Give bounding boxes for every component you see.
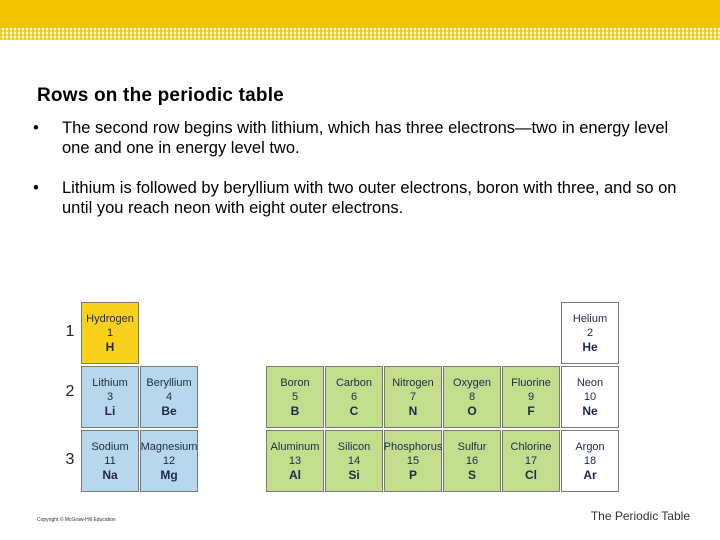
element-name: Phosphorus <box>383 441 443 453</box>
header-bar <box>0 0 720 28</box>
element-name: Silicon <box>337 441 371 453</box>
header-stripe <box>0 28 720 40</box>
element-symbol: C <box>349 404 359 418</box>
element-cell-aluminum <box>266 430 324 492</box>
bullet-text: The second row begins with lithium, which has three electrons—two in energy level one and one in energy level two. <box>62 119 669 157</box>
element-symbol: S <box>467 468 476 482</box>
element-cell-silicon <box>325 430 383 492</box>
element-symbol: Be <box>161 404 177 418</box>
element-symbol: Na <box>102 468 118 482</box>
element-symbol: Mg <box>160 468 178 482</box>
element-name: Magnesium <box>140 441 198 453</box>
element-name: Argon <box>575 441 605 453</box>
bullet-item <box>33 178 693 218</box>
element-cell-nitrogen <box>384 366 442 428</box>
element-number: 16 <box>465 455 479 467</box>
element-symbol: Ne <box>582 404 598 418</box>
element-name: Oxygen <box>453 377 491 389</box>
element-cell-hydrogen <box>81 302 139 364</box>
periodic-table-excerpt <box>63 300 623 500</box>
element-name: Carbon <box>335 377 373 389</box>
bullet-list <box>33 118 693 238</box>
element-number: 18 <box>583 455 597 467</box>
element-name: Neon <box>576 377 604 389</box>
element-symbol: P <box>408 468 417 482</box>
element-cell-sulfur <box>443 430 501 492</box>
row-number: 2 <box>65 383 75 400</box>
element-number: 3 <box>106 391 114 403</box>
element-number: 15 <box>406 455 420 467</box>
bullet-item <box>33 118 693 158</box>
element-number: 8 <box>468 391 476 403</box>
element-cell-helium <box>561 302 619 364</box>
element-number: 4 <box>165 391 173 403</box>
bullet-text: Lithium is followed by beryllium with two outer electrons, boron with three, and so on until you reach neon with eight outer electrons. <box>62 179 677 217</box>
element-number: 2 <box>586 327 594 339</box>
element-cell-sodium <box>81 430 139 492</box>
element-number: 14 <box>347 455 361 467</box>
element-cell-lithium <box>81 366 139 428</box>
element-name: Sodium <box>91 441 129 453</box>
element-number: 5 <box>291 391 299 403</box>
element-number: 7 <box>409 391 417 403</box>
element-name: Lithium <box>92 377 128 389</box>
element-name: Boron <box>280 377 310 389</box>
element-symbol: B <box>290 404 300 418</box>
element-symbol: Al <box>289 468 301 482</box>
element-number: 11 <box>104 455 116 467</box>
element-number: 13 <box>288 455 302 467</box>
element-cell-fluorine <box>502 366 560 428</box>
element-symbol: O <box>467 404 477 418</box>
bullet-marker: • <box>33 119 39 137</box>
element-symbol: He <box>582 340 598 354</box>
element-name: Chlorine <box>510 441 552 453</box>
element-name: Hydrogen <box>86 313 134 325</box>
element-name: Helium <box>572 313 608 325</box>
element-number: 10 <box>583 391 597 403</box>
row-number: 3 <box>65 451 75 468</box>
element-cell-argon <box>561 430 619 492</box>
element-name: Beryllium <box>146 377 192 389</box>
element-cell-phosphorus <box>384 430 442 492</box>
element-number: 6 <box>350 391 358 403</box>
bullet-marker: • <box>33 179 39 197</box>
copyright-notice: Copyright © McGraw-Hill Education <box>37 517 116 523</box>
element-cell-carbon <box>325 366 383 428</box>
element-cell-boron <box>266 366 324 428</box>
element-cell-beryllium <box>140 366 198 428</box>
element-cell-magnesium <box>140 430 198 492</box>
element-name: Sulfur <box>457 441 487 453</box>
element-name: Nitrogen <box>392 377 434 389</box>
element-symbol: H <box>105 340 115 354</box>
element-cell-chlorine <box>502 430 560 492</box>
element-symbol: Si <box>348 468 360 482</box>
footer-label: The Periodic Table <box>590 509 690 523</box>
element-symbol: Cl <box>525 468 537 482</box>
element-cell-oxygen <box>443 366 501 428</box>
element-symbol: Ar <box>583 468 597 482</box>
element-symbol: N <box>408 404 418 418</box>
element-name: Aluminum <box>270 441 320 453</box>
element-cell-neon <box>561 366 619 428</box>
element-symbol: F <box>527 404 535 418</box>
element-number: 1 <box>106 327 114 339</box>
element-number: 17 <box>524 455 538 467</box>
element-symbol: Li <box>104 404 116 418</box>
element-number: 12 <box>162 455 176 467</box>
element-name: Fluorine <box>511 377 551 389</box>
element-number: 9 <box>527 391 535 403</box>
slide-title: Rows on the periodic table <box>37 85 284 106</box>
row-number: 1 <box>65 323 75 340</box>
